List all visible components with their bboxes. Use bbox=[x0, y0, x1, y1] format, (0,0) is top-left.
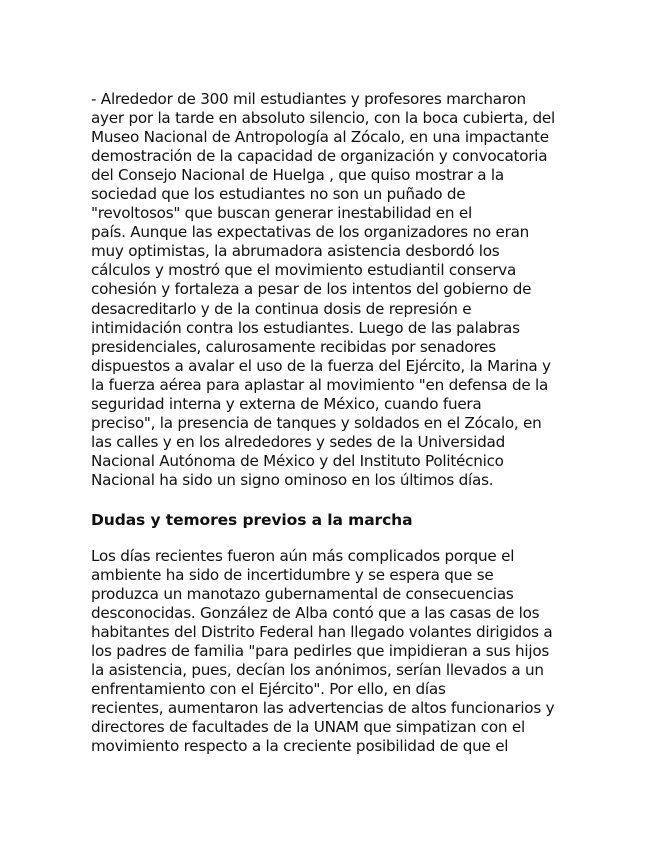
text-line: movimiento respecto a la creciente posibilidad de que el bbox=[91, 737, 509, 756]
text-line: cohesión y fortaleza a pesar de los intentos del gobierno de bbox=[91, 280, 532, 299]
text-line: desconocidas. González de Alba contó que a las casas de los bbox=[91, 604, 540, 623]
text-line: dispuestos a avalar el uso de la fuerza del Ejército, la Marina y bbox=[91, 356, 551, 375]
text-line: ayer por la tarde en absoluto silencio, con la boca cubierta, del bbox=[91, 109, 555, 128]
text-line: produzca un manotazo gubernamental de consecuencias bbox=[91, 585, 514, 604]
text-line: preciso", la presencia de tanques y soldados en el Zócalo, en bbox=[91, 413, 542, 432]
text-line: habitantes del Distrito Federal han llegado volantes dirigidos a bbox=[91, 623, 553, 642]
text-line: demostración de la capacidad de organización y convocatoria bbox=[91, 147, 548, 166]
text-line: las calles y en los alrededores y sedes de la Universidad bbox=[91, 432, 505, 451]
text-line: enfrentamiento con el Ejército". Por ello, en días bbox=[91, 680, 446, 699]
text-line: del Consejo Nacional de Huelga , que quiso mostrar a la bbox=[91, 166, 504, 185]
text-line: presidenciales, calurosamente recibidas por senadores bbox=[91, 337, 496, 356]
text-line: los padres de familia "para pedirles que impidieran a sus hijos bbox=[91, 642, 550, 661]
text-line: sociedad que los estudiantes no son un puñado de bbox=[91, 185, 466, 204]
article-paragraph-1 bbox=[91, 90, 555, 490]
text-line: recientes, aumentaron las advertencias de altos funcionarios y bbox=[91, 699, 555, 718]
text-line: Nacional Autónoma de México y del Instituto Politécnico bbox=[91, 451, 504, 470]
text-line: ambiente ha sido de incertidumbre y se espera que se bbox=[91, 566, 494, 585]
text-line: - Alrededor de 300 mil estudiantes y profesores marcharon bbox=[91, 90, 526, 108]
text-line: intimidación contra los estudiantes. Luego de las palabras bbox=[91, 318, 520, 337]
article-paragraph-2 bbox=[91, 547, 554, 757]
text-line: Museo Nacional de Antropología al Zócalo, en una impactante bbox=[91, 128, 549, 147]
text-line: Nacional ha sido un signo ominoso en los últimos días. bbox=[91, 470, 494, 489]
text-line: cálculos y mostró que el movimiento estudiantil conserva bbox=[91, 261, 516, 280]
text-line: "revoltosos" que buscan generar inestabilidad en el bbox=[91, 204, 472, 223]
text-line: directores de facultades de la UNAM que simpatizan con el bbox=[91, 718, 525, 737]
text-line: Los días recientes fueron aún más complicados porque el bbox=[91, 547, 515, 565]
text-line: país. Aunque las expectativas de los organizadores no eran bbox=[91, 223, 530, 242]
section-heading: Dudas y temores previos a la marcha bbox=[91, 511, 413, 529]
text-line: seguridad interna y externa de México, cuando fuera bbox=[91, 394, 482, 413]
text-line: la fuerza aérea para aplastar al movimiento "en defensa de la bbox=[91, 375, 549, 394]
text-line: la asistencia, pues, decían los anónimos, serían llevados a un bbox=[91, 661, 544, 680]
text-line: desacreditarlo y de la continua dosis de represión e bbox=[91, 299, 472, 318]
text-line: muy optimistas, la abrumadora asistencia desbordó los bbox=[91, 242, 500, 261]
